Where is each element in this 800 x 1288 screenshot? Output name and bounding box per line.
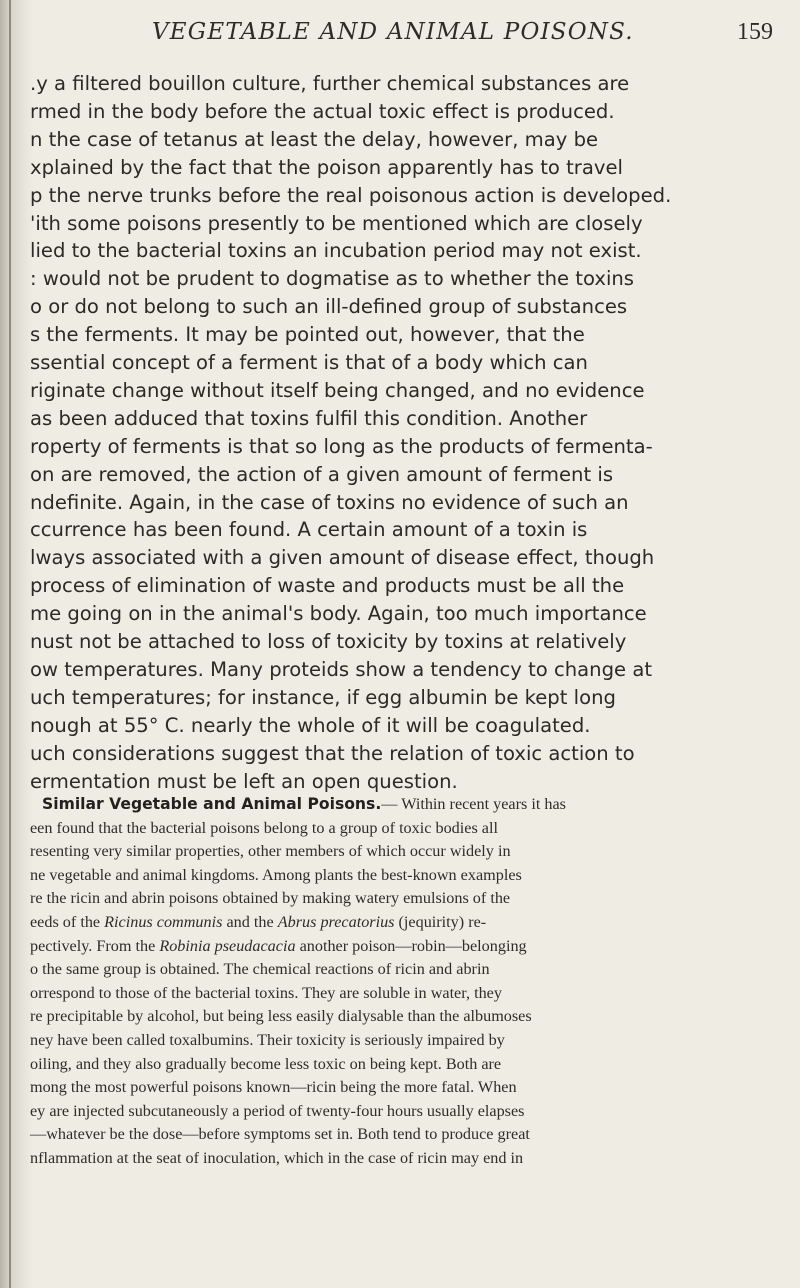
- text-run: orrespond to those of the bacterial toxins. They are soluble in water, they: [30, 983, 502, 1002]
- italic-term: Robinia pseudacacia: [159, 936, 296, 955]
- body-line: rmed in the body before the actual toxic effect is produced.: [30, 99, 615, 123]
- body-line: nough at 55° C. nearly the whole of it will be coagulated.: [30, 713, 591, 737]
- binding-edge-line: [9, 0, 11, 1288]
- text-run: —whatever be the dose—before symptoms set in. Both tend to produce great: [30, 1125, 530, 1144]
- running-title: VEGETABLE AND ANIMAL POISONS.: [152, 19, 634, 45]
- section-line: [30, 911, 486, 934]
- text-run: re the ricin and abrin poisons obtained by making watery emulsions of the: [30, 889, 511, 908]
- body-line: lied to the bacterial toxins an incubation period may not exist.: [30, 239, 642, 263]
- section-line: [30, 840, 511, 863]
- section-line: [30, 1029, 505, 1052]
- body-line: as been adduced that toxins fulfil this condition. Another: [30, 406, 588, 430]
- text-run: o the same group is obtained. The chemical reactions of ricin and abrin: [30, 960, 490, 979]
- body-line: o or do not belong to such an ill-defined group of substances: [30, 295, 628, 319]
- body-line: n the case of tetanus at least the delay, however, may be: [30, 127, 599, 151]
- section-line: [30, 958, 490, 981]
- body-line: ermentation must be left an open question.: [30, 769, 458, 793]
- body-line: uch temperatures; for instance, if egg albumin be kept long: [30, 685, 616, 709]
- text-run: (jequirity) re-: [394, 913, 487, 931]
- italic-term: Abrus precatorius: [277, 913, 395, 931]
- text-run: and the: [222, 913, 278, 931]
- section-line: [30, 982, 502, 1005]
- text-run: oiling, and they also gradually become less toxic on being kept. Both are: [30, 1054, 502, 1073]
- text-run: resenting very similar properties, other members of which occur widely in: [30, 842, 511, 861]
- section-line: [30, 1076, 517, 1099]
- text-run: eeds of the: [30, 913, 105, 931]
- text-run: een found that the bacterial poisons belong to a group of toxic bodies all: [30, 818, 498, 837]
- section-first-line: [42, 793, 566, 816]
- body-line: ow temperatures. Many proteids show a tendency to change at: [30, 657, 653, 681]
- body-line: lways associated with a given amount of disease effect, though: [30, 546, 655, 570]
- body-line: me going on in the animal's body. Again, too much importance: [30, 602, 647, 626]
- body-line: uch considerations suggest that the relation of toxic action to: [30, 741, 635, 765]
- section-line: [30, 935, 527, 958]
- body-line: ssential concept of a ferment is that of a body which can: [30, 351, 588, 374]
- body-line: 'ith some poisons presently to be mentioned which are closely: [30, 211, 643, 235]
- body-line: process of elimination of waste and products must be all the: [30, 574, 625, 598]
- body-line: : would not be prudent to dogmatise as to whether the toxins: [30, 267, 635, 291]
- section-line: [30, 1005, 532, 1028]
- page-number: 159: [737, 19, 773, 45]
- section-line: [30, 1147, 523, 1170]
- section-line: [30, 1123, 530, 1146]
- text-run: — Within recent years it has: [381, 795, 566, 813]
- text-run: nflammation at the seat of inoculation, which in the case of ricin may end in: [30, 1149, 524, 1167]
- body-line: ndefinite. Again, in the case of toxins no evidence of such an: [30, 490, 629, 514]
- text-run: re precipitable by alcohol, but being less easily dialysable than the albumoses: [30, 1007, 532, 1026]
- text-run: mong the most powerful poisons known—ricin being the more fatal. When: [30, 1078, 517, 1097]
- body-line: nust not be attached to loss of toxicity by toxins at relatively: [30, 630, 627, 653]
- body-line: riginate change without itself being changed, and no evidence: [30, 378, 645, 402]
- section-line: [30, 887, 510, 910]
- text-run: ey are injected subcutaneously a period of twenty-four hours usually elapses: [30, 1101, 525, 1120]
- section-line: [30, 817, 498, 840]
- body-line: p the nerve trunks before the real poisonous action is developed.: [30, 183, 672, 207]
- binding-gutter-shadow: [0, 0, 34, 1288]
- body-line: roperty of ferments is that so long as the products of fermenta-: [30, 434, 653, 458]
- body-line: ccurrence has been found. A certain amount of a toxin is: [30, 518, 588, 542]
- body-line: s the ferments. It may be pointed out, however, that the: [30, 323, 585, 347]
- body-line: xplained by the fact that the poison apparently has to travel: [30, 155, 623, 179]
- italic-term: Ricinus communis: [104, 913, 223, 931]
- text-run: ney have been called toxalbumins. Their toxicity is seriously impaired by: [30, 1031, 505, 1049]
- section-line: [30, 864, 522, 887]
- body-line: on are removed, the action of a given amount of ferment is: [30, 462, 614, 486]
- text-run: another poison—robin—belonging: [295, 936, 527, 955]
- section-line: [30, 1053, 501, 1076]
- section-line: [30, 1100, 524, 1123]
- body-line: .y a filtered bouillon culture, further chemical substances are: [30, 72, 630, 95]
- text-run: pectively. From the: [30, 936, 160, 955]
- section-heading: Similar Vegetable and Animal Poisons.: [42, 795, 382, 813]
- text-run: ne vegetable and animal kingdoms. Among plants the best-known examples: [30, 865, 522, 884]
